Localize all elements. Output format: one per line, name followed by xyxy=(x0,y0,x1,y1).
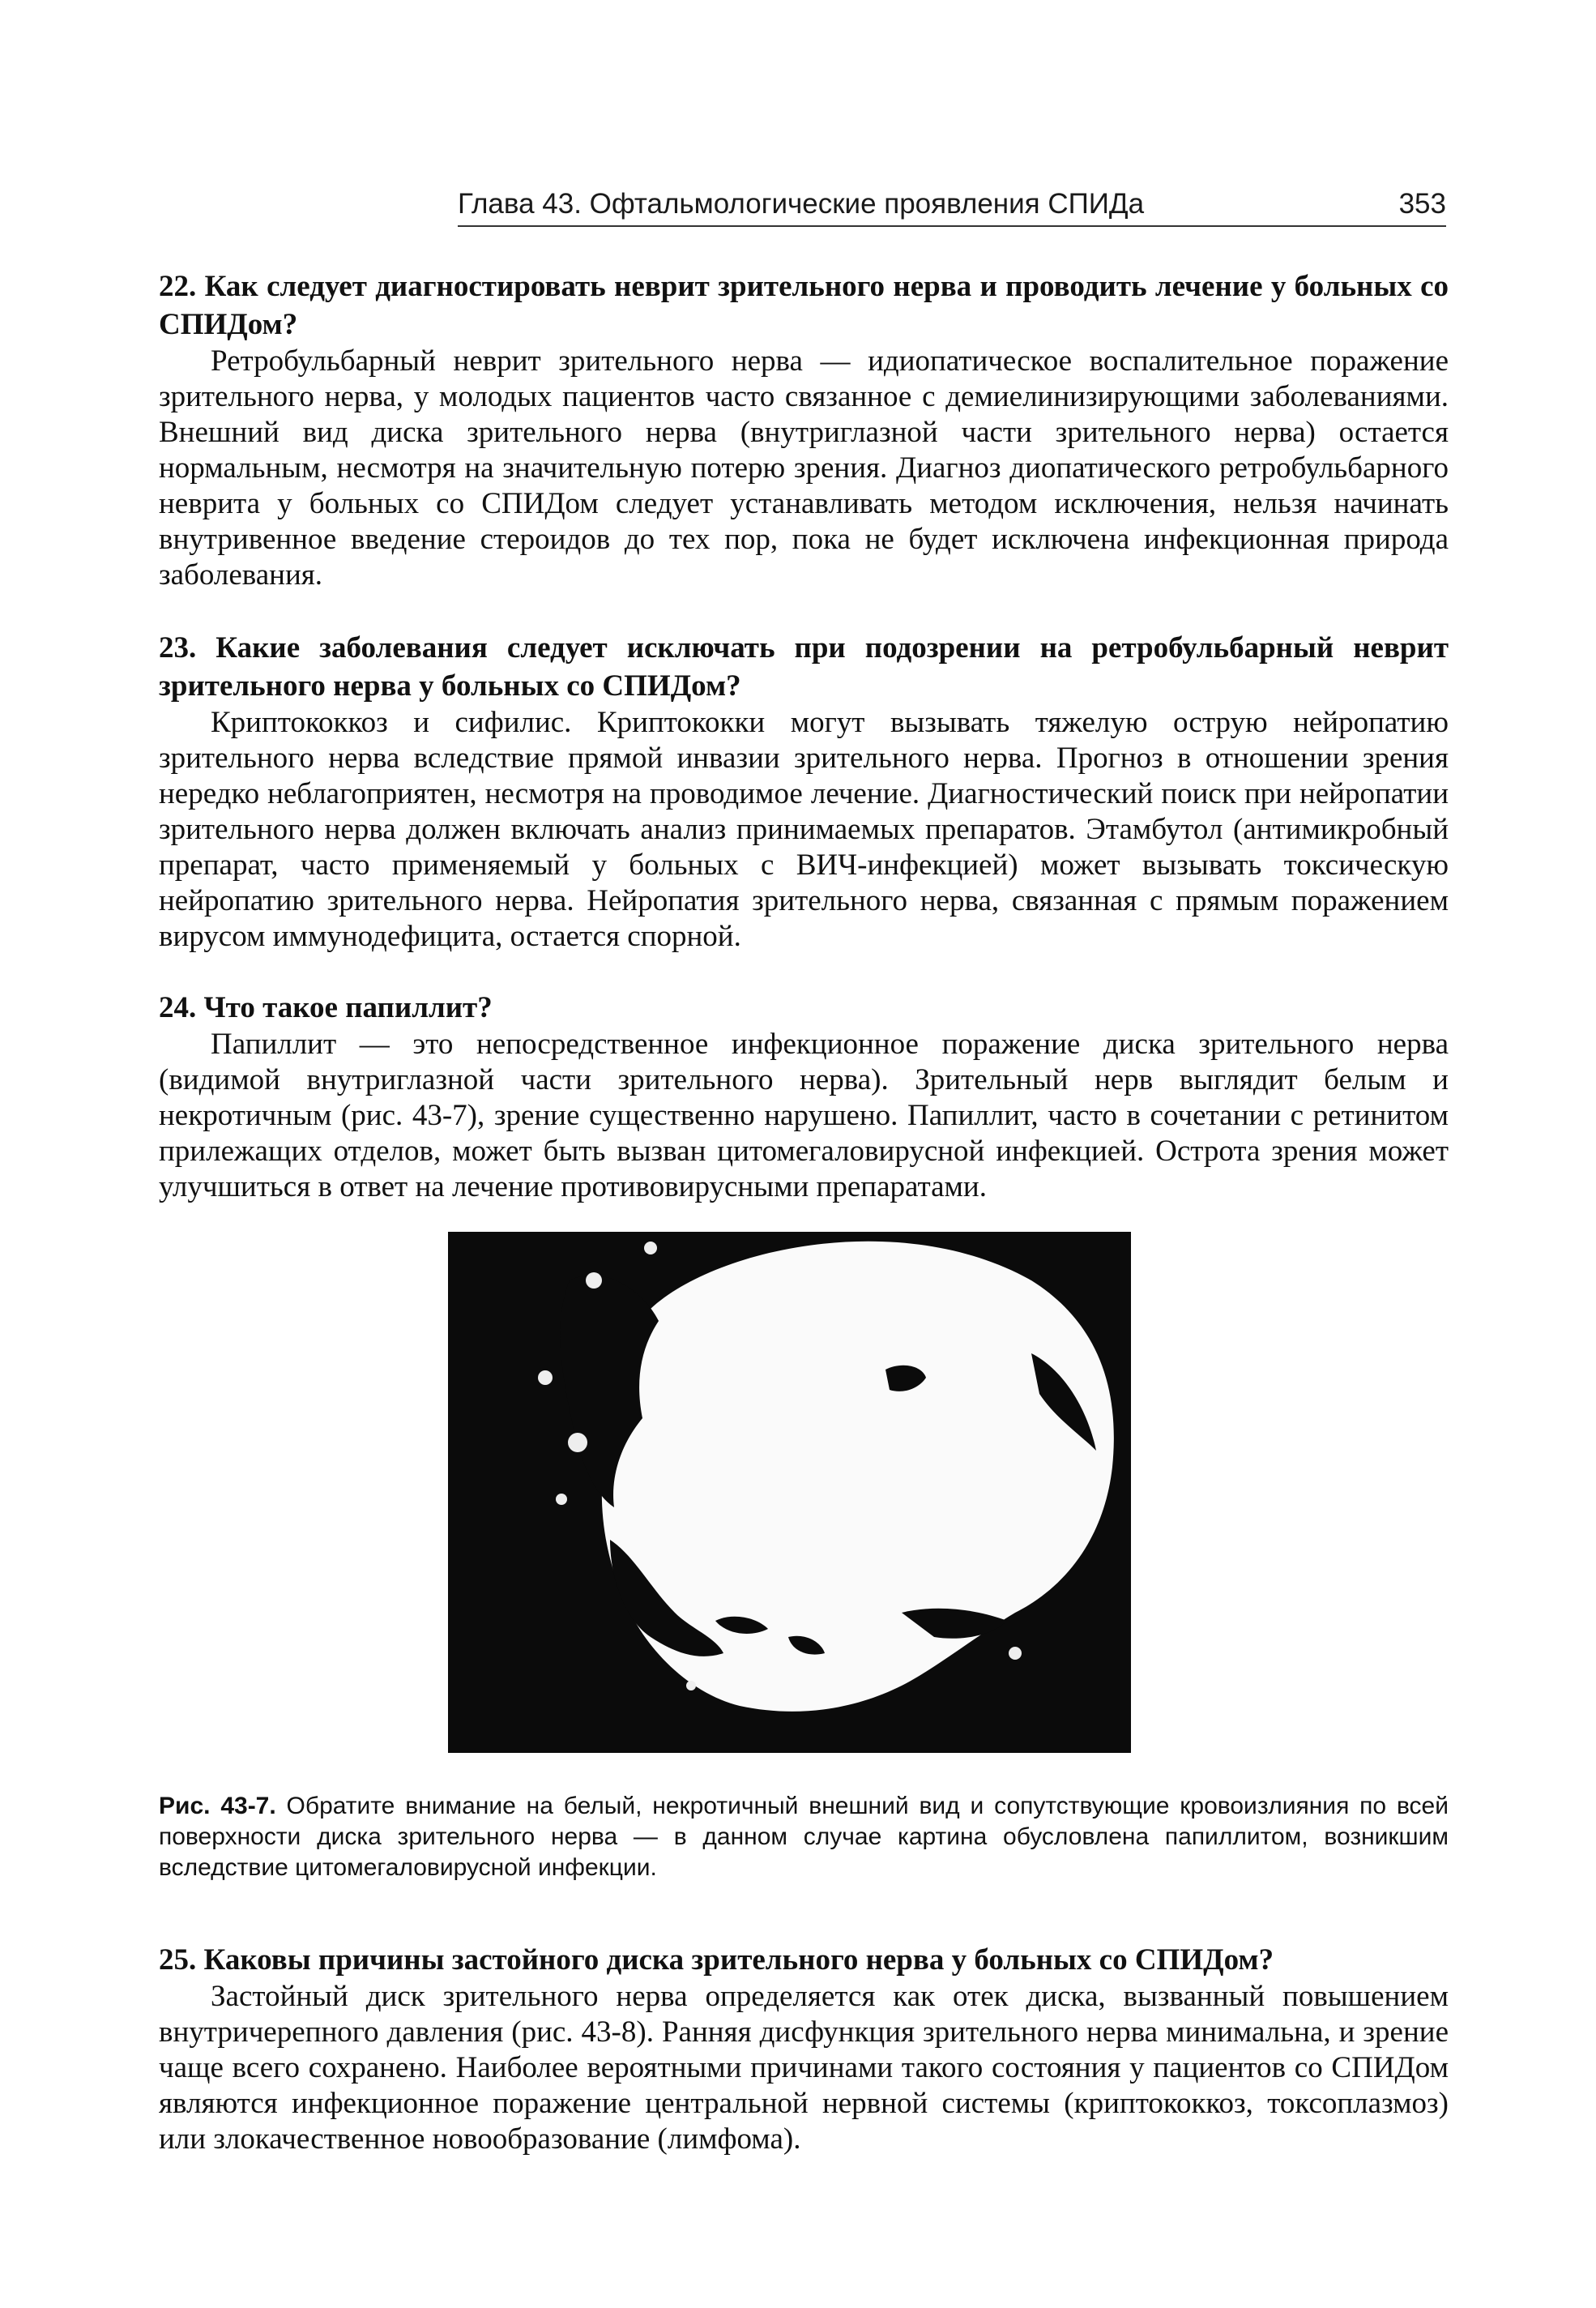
question-heading: 22. Как следует диагностировать неврит зрительного нерва и проводить лечение у больных со СПИДом? xyxy=(159,270,1449,341)
figure-caption-label: Рис. 43-7. xyxy=(159,1793,276,1819)
running-head xyxy=(458,188,1446,227)
question-heading: 25. Каковы причины застойного диска зрительного нерва у больных со СПИДом? xyxy=(159,1943,1274,1977)
fundus-photograph xyxy=(448,1232,1131,1753)
figure-caption-text: Обратите внимание на белый, некротичный внешний вид и сопутствующие кровоизлияния по всей поверхности диска зрительного нерва — в данном случае картина обусловлена папиллитом, возникшим вследствие цитомегаловирусной инфекции. xyxy=(159,1793,1449,1881)
optic-disc-image xyxy=(448,1232,1131,1753)
question-22-section xyxy=(159,267,1449,593)
answer-paragraph: Ретробульбарный неврит зрительного нерва — идиопатическое воспалительное поражение зрительного нерва, у молодых пациентов часто связанное с демиелинизирующими заболеваниями. Внешний вид диска зрительного нерва (внутриглазной части зрительного нерва) остается нормальным, несмотря на значительную потерю зрения. Диагноз диопатического ретробульбарного неврита у больных со СПИДом следует устанавливать методом исключения, нельзя начинать внутривенное введение стероидов до тех пор, пока не будет исключена инфекционная природа заболевания. xyxy=(159,344,1449,592)
question-heading: 24. Что такое папиллит? xyxy=(159,991,493,1024)
answer-paragraph: Застойный диск зрительного нерва определяется как отек диска, вызванный повышением внутричерепного давления (рис. 43-8). Ранняя дисфункция зрительного нерва минимальна, и зрение чаще всего сохранено. Наиболее вероятными причинами такого состояния у пациентов со СПИДом являются инфекционное поражение центральной нервной системы (криптококкоз, токсоплазмоз) или злокачественное новообразование (лимфома). xyxy=(159,1980,1449,2156)
question-23-section xyxy=(159,629,1449,955)
page-number: 353 xyxy=(1398,188,1446,220)
question-25-section xyxy=(159,1941,1449,2157)
figure-caption xyxy=(159,1791,1449,1883)
answer-paragraph: Криптококкоз и сифилис. Криптококки могут вызывать тяжелую острую нейропатию зрительного нерва вследствие прямой инвазии зрительного нерва. Прогноз в отношении зрения нередко неблагоприятен, несмотря на проводимое лечение. Диагностический поиск при нейропатии зрительного нерва должен включать анализ принимаемых препаратов. Этамбутол (антимикробный препарат, часто применяемый у больных с ВИЧ-инфекцией) может вызывать токсическую нейропатию зрительного нерва. Нейропатия зрительного нерва, связанная с прямым поражением вирусом иммунодефицита, остается спорной. xyxy=(159,706,1449,953)
chapter-title: Глава 43. Офтальмологические проявления СПИДа xyxy=(458,188,1145,220)
answer-paragraph: Папиллит — это непосредственное инфекционное поражение диска зрительного нерва (видимой внутриглазной части зрительного нерва). Зрительный нерв выглядит белым и некротичным (рис. 43-7), зрение существенно нарушено. Папиллит, часто в сочетании с ретинитом прилежащих отделов, может быть вызван цитомегаловирусной инфекцией. Острота зрения может улучшиться в ответ на лечение противовирусными препаратами. xyxy=(159,1028,1449,1203)
question-heading: 23. Какие заболевания следует исключать при подозрении на ретробульбарный неврит зрительного нерва у больных со СПИДом? xyxy=(159,631,1449,703)
question-24-section xyxy=(159,989,1449,1205)
